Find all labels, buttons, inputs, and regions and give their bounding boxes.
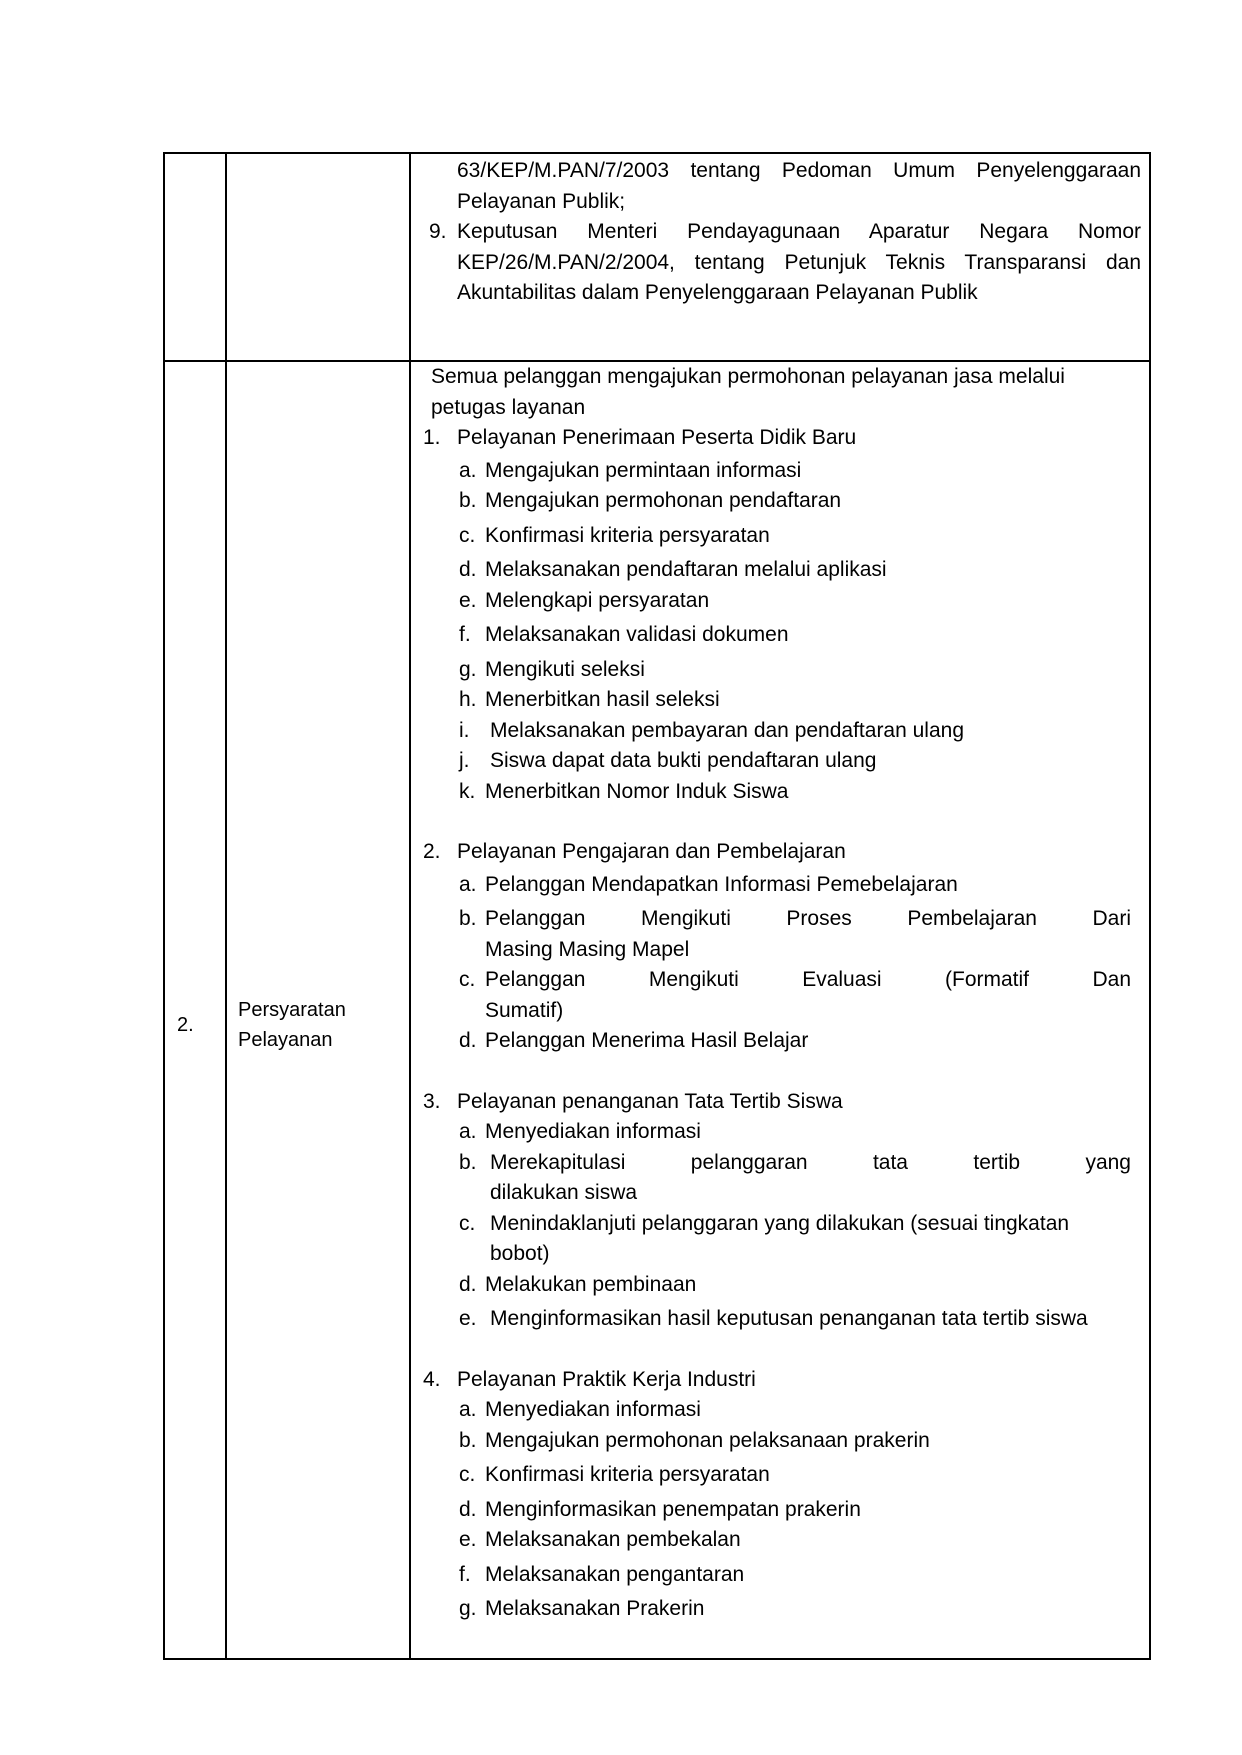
spacer: [419, 807, 1141, 837]
list-marker: 1.: [423, 426, 441, 449]
list-marker: 9.: [429, 220, 447, 243]
list-item-text: Menyediakan informasi: [485, 1398, 701, 1421]
row-number: 2.: [177, 1014, 194, 1036]
list-marker: c.: [459, 1211, 476, 1235]
section-title: Pelayanan Pengajaran dan Pembelajaran: [457, 840, 846, 863]
requirements-table: [163, 152, 1151, 1660]
list-item: [419, 965, 1141, 1026]
list-item: [419, 1525, 1141, 1556]
list-marker: d.: [459, 558, 477, 581]
row-label-cell: [225, 154, 411, 360]
list-item: [419, 555, 1141, 586]
list-item-text: bobot): [490, 1242, 550, 1265]
list-item-text: Mengajukan permohonan pendaftaran: [485, 489, 842, 512]
spacer: [419, 1057, 1141, 1087]
list-marker: c.: [459, 523, 476, 547]
list-item-text: Mengajukan permohonan pelaksanaan prakerin: [485, 1428, 930, 1452]
list-item: [419, 586, 1141, 617]
list-item: [419, 1148, 1141, 1209]
section-title: Pelayanan Praktik Kerja Industri: [457, 1367, 756, 1391]
list-marker: f.: [459, 1562, 471, 1586]
list-marker: c.: [459, 968, 476, 991]
list-marker: a.: [459, 1120, 477, 1143]
row-label-line: Pelayanan: [238, 1029, 333, 1051]
list-item: [419, 1426, 1141, 1457]
list-marker: a.: [459, 458, 477, 482]
regulation-continuation-line: 63/KEP/M.PAN/7/2003 tentang Pedoman Umum Penyelenggaraan: [457, 159, 1141, 182]
list-marker: b.: [459, 489, 477, 512]
list-item-text: Siswa dapat data bukti pendaftaran ulang: [490, 749, 877, 772]
row-number-cell: [165, 154, 227, 360]
list-item: [419, 456, 1141, 487]
list-item: [419, 1304, 1141, 1335]
list-item: [419, 620, 1141, 651]
intro-text: [419, 362, 1141, 423]
list-item: [419, 1270, 1141, 1301]
list-item: [419, 521, 1141, 552]
section-title: Pelayanan Penerimaan Peserta Didik Baru: [457, 426, 857, 449]
list-item-text: Mengajukan permintaan informasi: [485, 458, 802, 482]
intro-line: Semua pelanggan mengajukan permohonan pelayanan jasa melalui: [431, 365, 1065, 388]
table-row-continuation: [163, 152, 1151, 360]
list-item-text: Melaksanakan pembekalan: [485, 1528, 741, 1551]
list-item: [419, 746, 1141, 777]
regulation-line: Akuntabilitas dalam Penyelenggaraan Pelayanan Publik: [457, 281, 978, 304]
list-item-text: Melaksanakan pengantaran: [485, 1562, 745, 1586]
list-marker: d.: [459, 1272, 477, 1296]
list-marker: 2.: [423, 840, 441, 863]
list-marker: a.: [459, 1398, 477, 1421]
list-item: [419, 870, 1141, 901]
regulation-continuation-line: Pelayanan Publik;: [457, 189, 626, 213]
row-label: [238, 995, 346, 1055]
list-marker: d.: [459, 1029, 477, 1052]
list-marker: g.: [459, 657, 477, 681]
list-item-text: Melengkapi persyaratan: [485, 588, 710, 612]
row-content-cell: [411, 362, 1149, 1625]
list-marker: b.: [459, 1150, 477, 1174]
list-marker: b.: [459, 907, 477, 930]
list-item: [419, 1117, 1141, 1148]
intro-line: petugas layanan: [431, 395, 586, 419]
list-marker: e.: [459, 1307, 477, 1330]
list-item-text: Melaksanakan pembayaran dan pendaftaran ulang: [490, 718, 965, 742]
list-item-text: Menerbitkan hasil seleksi: [485, 688, 720, 711]
list-item-text: Melakukan pembinaan: [485, 1272, 697, 1296]
list-item: [419, 777, 1141, 808]
list-item-text: Menyediakan informasi: [485, 1120, 701, 1143]
list-marker: f.: [459, 623, 471, 646]
section-ppdb: [419, 423, 1141, 454]
table-row-service-requirements: [163, 360, 1151, 1660]
row-label-line: Persyaratan: [238, 999, 346, 1021]
list-item: [419, 655, 1141, 686]
section-discipline: [419, 1087, 1141, 1118]
list-item-text: Menindaklanjuti pelanggaran yang dilakukan (sesuai tingkatan: [490, 1211, 1070, 1235]
list-item-text: Pelanggan Menerima Hasil Belajar: [485, 1029, 809, 1052]
list-item: [419, 1395, 1141, 1426]
list-item-text: Melaksanakan validasi dokumen: [485, 623, 789, 646]
list-marker: b.: [459, 1428, 477, 1452]
row-label-cell: [225, 362, 411, 1658]
list-marker: 3.: [423, 1089, 441, 1113]
list-item-text: Melaksanakan Prakerin: [485, 1597, 705, 1620]
list-item: [419, 904, 1141, 965]
list-item: [419, 685, 1141, 716]
list-marker: j.: [459, 749, 470, 772]
list-marker: e.: [459, 588, 477, 612]
list-item-text: dilakukan siswa: [490, 1181, 638, 1204]
list-marker: i.: [459, 718, 470, 742]
section-title: Pelayanan penanganan Tata Tertib Siswa: [457, 1089, 843, 1113]
list-item-text: Menginformasikan penempatan prakerin: [485, 1497, 861, 1521]
list-item: [419, 1495, 1141, 1526]
list-item-text: Pelanggan Mengikuti Evaluasi (Formatif Dan: [485, 968, 1131, 991]
list-item-text: Masing Masing Mapel: [485, 937, 690, 961]
list-marker: 4.: [423, 1367, 441, 1391]
spacer: [419, 1335, 1141, 1365]
list-marker: k.: [459, 779, 476, 803]
list-marker: d.: [459, 1497, 477, 1521]
list-item-text: Pelanggan Mengikuti Proses Pembelajaran Dari: [485, 907, 1131, 930]
regulation-item-9: [419, 217, 1141, 309]
row-number-cell: [165, 362, 227, 1658]
list-marker: a.: [459, 872, 477, 896]
list-marker: h.: [459, 688, 477, 711]
regulation-line: KEP/26/M.PAN/2/2004, tentang Petunjuk Teknis Transparansi dan: [457, 250, 1141, 274]
list-item: [419, 1026, 1141, 1057]
row-content-cell: [411, 154, 1149, 309]
list-item-text: Sumatif): [485, 998, 564, 1022]
list-marker: g.: [459, 1597, 477, 1620]
list-item: [419, 716, 1141, 747]
list-item-text: Konfirmasi kriteria persyaratan: [485, 523, 770, 547]
section-internship: [419, 1365, 1141, 1396]
list-item: [419, 1560, 1141, 1591]
list-item-text: Menerbitkan Nomor Induk Siswa: [485, 779, 789, 803]
list-item-text: Mengikuti seleksi: [485, 657, 645, 681]
list-item-text: Pelanggan Mendapatkan Informasi Pemebelajaran: [485, 872, 958, 896]
list-item: [419, 1594, 1141, 1625]
regulation-line: Keputusan Menteri Pendayagunaan Aparatur Negara Nomor: [457, 220, 1141, 243]
section-teaching: [419, 837, 1141, 868]
list-marker: c.: [459, 1463, 476, 1486]
list-item: [419, 1209, 1141, 1270]
list-item-text: Melaksanakan pendaftaran melalui aplikasi: [485, 558, 887, 581]
list-item-text: Konfirmasi kriteria persyaratan: [485, 1463, 770, 1486]
list-item-text: Menginformasikan hasil keputusan penanganan tata tertib siswa: [490, 1307, 1088, 1330]
list-item: [419, 486, 1141, 517]
list-marker: e.: [459, 1528, 477, 1551]
list-item-text: Merekapitulasi pelanggaran tata tertib yang: [490, 1150, 1131, 1174]
list-item: [419, 1460, 1141, 1491]
